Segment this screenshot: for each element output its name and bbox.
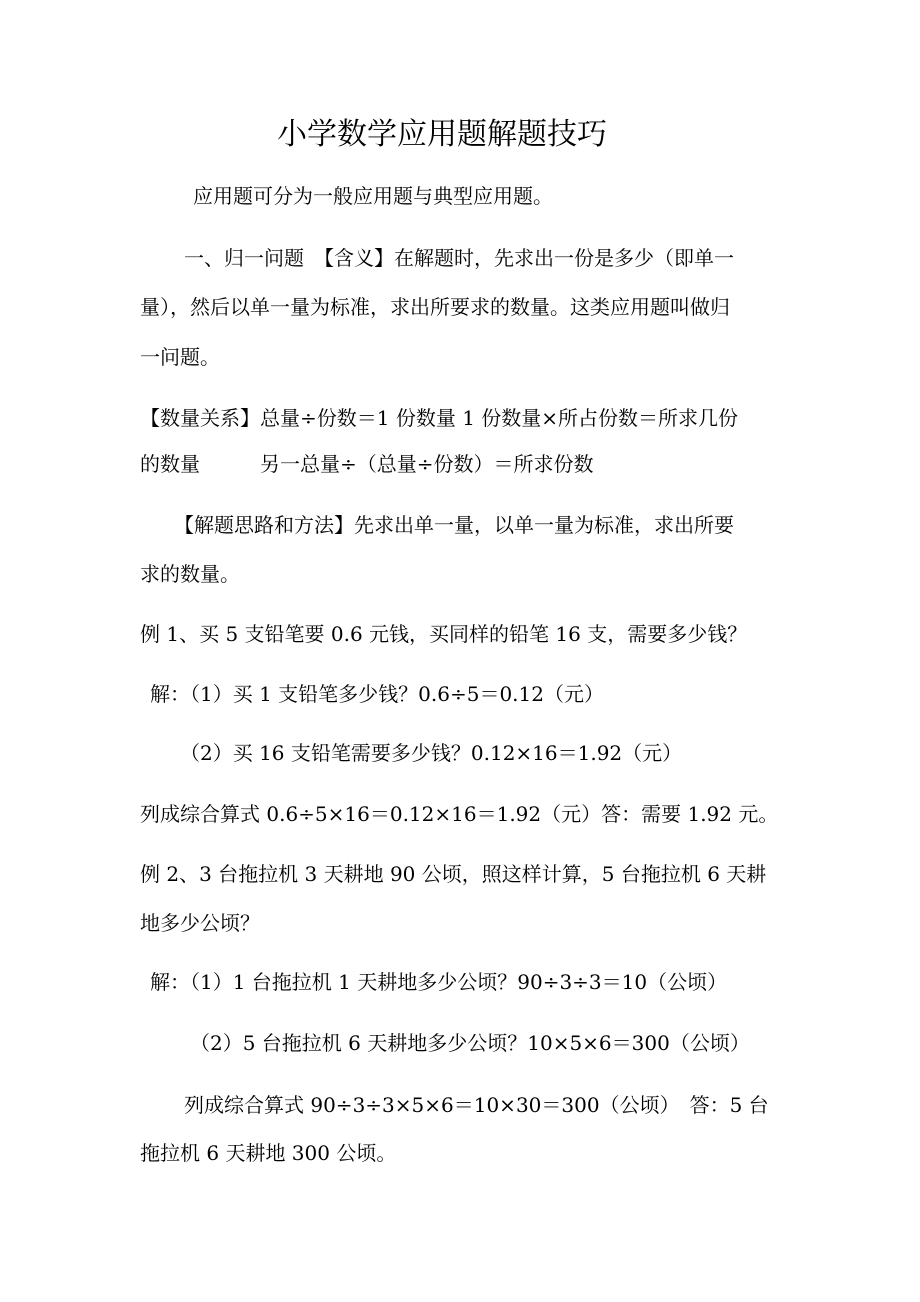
example-1-step-1: 解：（1）买 1 支铅笔多少钱？0.6÷5＝0.12（元） [150,682,604,706]
section-1-line-3: 一问题。 [140,345,220,369]
method-line-2: 求的数量。 [140,562,240,586]
example-1-answer: 列成综合算式 0.6÷5×16＝0.12×16＝1.92（元）答：需要 1.92 元。 [140,802,779,826]
quantity-relation-line-1: 【数量关系】总量÷份数＝1 份数量 1 份数量×所占份数＝所求几份 [140,406,739,430]
section-1-line-1: 一、归一问题 【含义】在解题时，先求出一份是多少（即单一 [184,246,734,270]
document-title: 小学数学应用题解题技巧 [277,117,607,152]
example-1-question: 例 1、买 5 支铅笔要 0.6 元钱，买同样的铅笔 16 支，需要多少钱？ [140,622,748,646]
example-1-step-2: （2）买 16 支铅笔需要多少钱？0.12×16＝1.92（元） [180,741,683,765]
example-2-step-2: （2）5 台拖拉机 6 天耕地多少公顷？10×5×6＝300（公顷） [190,1031,750,1055]
method-line-1: 【解题思路和方法】先求出单一量，以单一量为标准，求出所要 [174,513,734,537]
example-2-answer-line-1: 列成综合算式 90÷3÷3×5×6＝10×30＝300（公顷） 答：5 台 [184,1093,769,1117]
example-2-question-line-2: 地多少公顷？ [140,911,260,935]
example-2-step-1: 解：（1）1 台拖拉机 1 天耕地多少公顷？90÷3÷3＝10（公顷） [150,970,728,994]
intro-line: 应用题可分为一般应用题与典型应用题。 [193,184,553,208]
example-2-answer-line-2: 拖拉机 6 天耕地 300 公顷。 [140,1141,397,1165]
quantity-relation-line-2: 的数量 另一总量÷（总量÷份数）＝所求份数 [140,452,594,476]
section-1-line-2: 量），然后以单一量为标准，求出所要求的数量。这类应用题叫做归 [140,295,730,319]
example-2-question-line-1: 例 2、3 台拖拉机 3 天耕地 90 公顷，照这样计算，5 台拖拉机 6 天耕 [140,862,767,886]
